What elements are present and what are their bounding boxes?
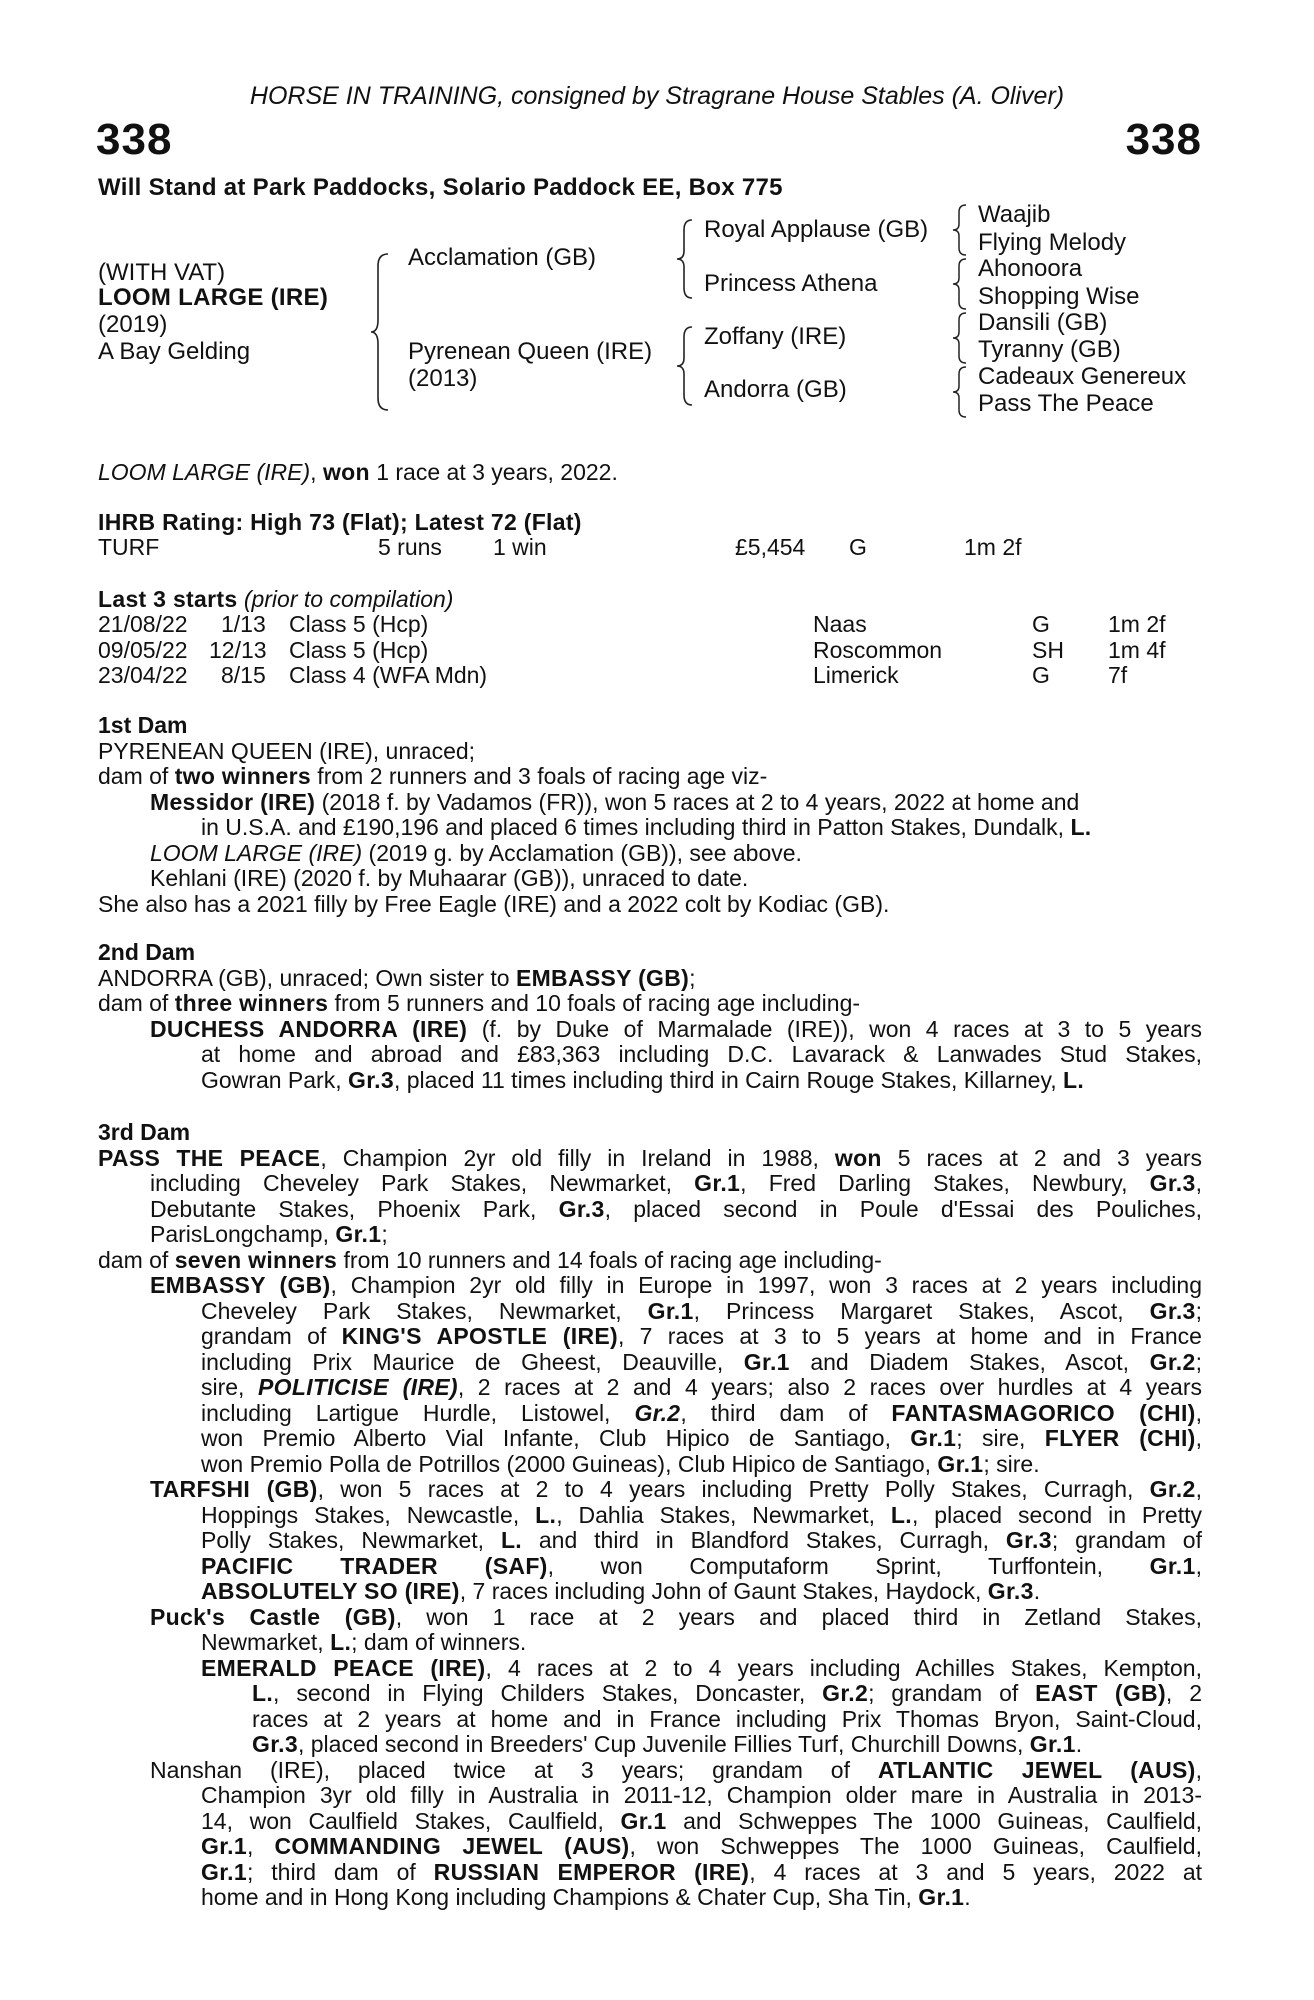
summary-won: won	[322, 459, 370, 485]
horse-desc: A Bay Gelding	[98, 338, 251, 365]
dam-year: (2013)	[408, 365, 478, 392]
second-dam-section	[98, 940, 1202, 1093]
produce-entry-cont: races at 2 years at home and in France including Prix Thomas Bryon, Saint-Cloud,	[252, 1706, 1202, 1732]
start-position: 8/15	[221, 662, 266, 688]
dam-sire: Zoffany (IRE)	[704, 323, 847, 350]
ihrb-rating: IHRB Rating: High 73 (Flat); Latest 72 (Flat)	[98, 509, 582, 535]
start-distance: 7f	[1108, 662, 1128, 688]
lot-number-left: 338	[96, 115, 173, 164]
start-course: Naas	[813, 611, 867, 637]
sire-dam: Princess Athena	[704, 270, 878, 297]
pedigree-brace-1	[370, 252, 394, 412]
produce-entry: Kehlani (IRE) (2020 f. by Muhaarar (GB)), unraced to date.	[150, 865, 749, 891]
produce-entry-cont: including Prix Maurice de Gheest, Deauville, Gr.1 and Diadem Stakes, Ascot, Gr.2;	[201, 1349, 1202, 1375]
table-row	[0, 612, 1314, 638]
produce-entry: Nanshan (IRE), placed twice at 3 years; grandam of ATLANTIC JEWEL (AUS),	[150, 1757, 1202, 1783]
produce-entry: EMERALD PEACE (IRE), 4 races at 2 to 4 years including Achilles Stakes, Kempton,	[201, 1655, 1202, 1681]
produce-entry-cont: won Premio Alberto Vial Infante, Club Hipico de Santiago, Gr.1; sire, FLYER (CHI),	[201, 1426, 1202, 1451]
third-dam-heading: 3rd Dam	[98, 1119, 191, 1145]
produce-entry-cont: Newmarket, L.; dam of winners.	[201, 1629, 527, 1655]
sire: Acclamation (GB)	[408, 244, 597, 271]
produce-entry-cont: at home and abroad and £83,363 including D.C. Lavarack & Lanwades Stud Stakes,	[201, 1042, 1202, 1067]
ihrb-wins: 1 win	[493, 534, 547, 560]
pedigree-brace-7	[952, 365, 970, 419]
produce-entry: DUCHESS ANDORRA (IRE) (f. by Duke of Marmalade (IRE)), won 4 races at 3 to 5 years	[150, 1016, 1202, 1042]
first-dam-line: She also has a 2021 filly by Free Eagle (IRE) and a 2022 colt by Kodiac (GB).	[98, 890, 890, 917]
produce-entry-cont: ABSOLUTELY SO (IRE), 7 races including John of Gaunt Stakes, Haydock, Gr.3.	[201, 1578, 1041, 1604]
last-starts-title: Last 3 starts	[98, 586, 238, 612]
vat-note: (WITH VAT)	[98, 259, 226, 286]
pedigree-brace-5	[952, 257, 970, 311]
start-class: Class 5 (Hcp)	[289, 611, 429, 637]
first-dam-heading: 1st Dam	[98, 712, 188, 738]
produce-entry-cont: PACIFIC TRADER (SAF), won Computaform Sprint, Turffontein, Gr.1,	[201, 1553, 1202, 1579]
third-dam-line: including Cheveley Park Stakes, Newmarket, Gr.1, Fred Darling Stakes, Newbury, Gr.3,	[150, 1171, 1202, 1196]
first-dam-section	[98, 713, 1202, 917]
consignor-header: HORSE IN TRAINING, consigned by Stragrane House Stables (A. Oliver)	[249, 82, 1065, 110]
start-date: 09/05/22	[98, 636, 188, 663]
pedigree-brace-3	[676, 325, 696, 407]
third-dam-line: PASS THE PEACE, Champion 2yr old filly in Ireland in 1988, won 5 races at 2 and 3 years	[98, 1145, 1202, 1171]
produce-entry-cont: 14, won Caulfield Stakes, Caulfield, Gr.1 and Schweppes The 1000 Guineas, Caulfield,	[201, 1808, 1202, 1834]
last-starts-note: (prior to compilation)	[243, 586, 454, 612]
start-class: Class 5 (Hcp)	[289, 636, 429, 663]
stand-location: Will Stand at Park Paddocks, Solario Paddock EE, Box 775	[98, 174, 783, 201]
pedigree-brace-2	[676, 218, 696, 300]
first-dam-line: PYRENEAN QUEEN (IRE), unraced;	[98, 737, 476, 764]
ssd: Flying Melody	[978, 229, 1127, 256]
produce-entry: TARFSHI (GB), won 5 races at 2 to 4 years including Pretty Polly Stakes, Curragh, Gr.2,	[150, 1477, 1202, 1502]
start-date: 23/04/22	[98, 662, 188, 688]
first-dam-line: dam of two winners from 2 runners and 3 foals of racing age viz-	[98, 763, 768, 789]
start-going: SH	[1032, 636, 1064, 663]
produce-entry-cont: including Lartigue Hurdle, Listowel, Gr.2, third dam of FANTASMAGORICO (CHI),	[201, 1400, 1202, 1426]
produce-entry-cont: Cheveley Park Stakes, Newmarket, Gr.1, Princess Margaret Stakes, Ascot, Gr.3;	[201, 1298, 1202, 1324]
produce-entry: LOOM LARGE (IRE) (2019 g. by Acclamation (GB)), see above.	[150, 839, 802, 866]
second-dam-heading: 2nd Dam	[98, 939, 196, 965]
produce-entry-cont: Polly Stakes, Newmarket, L. and third in Blandford Stakes, Curragh, Gr.3; grandam of	[201, 1528, 1202, 1553]
dss: Dansili (GB)	[978, 309, 1108, 336]
produce-entry-cont: won Premio Polla de Potrillos (2000 Guineas), Club Hipico de Santiago, Gr.1; sire.	[201, 1450, 1040, 1477]
start-course: Roscommon	[813, 636, 943, 663]
produce-entry: EMBASSY (GB), Champion 2yr old filly in Europe in 1997, won 3 races at 2 years including	[150, 1273, 1202, 1298]
produce-entry-cont: Champion 3yr old filly in Australia in 2011-12, Champion older mare in Australia in 2013-	[201, 1783, 1202, 1808]
ihrb-distance: 1m 2f	[964, 534, 1022, 560]
last-starts-table	[0, 612, 1314, 690]
produce-entry-cont: Gr.1; third dam of RUSSIAN EMPEROR (IRE), 4 races at 3 and 5 years, 2022 at	[201, 1859, 1202, 1885]
start-course: Limerick	[813, 662, 899, 688]
pedigree-brace-6	[952, 311, 970, 365]
lot-number-right: 338	[1125, 115, 1202, 164]
produce-entry-cont: Hoppings Stakes, Newcastle, L., Dahlia Stakes, Newmarket, L., placed second in Pretty	[201, 1502, 1202, 1528]
start-distance: 1m 2f	[1108, 611, 1166, 637]
start-distance: 1m 4f	[1108, 636, 1166, 663]
start-class: Class 4 (WFA Mdn)	[289, 662, 488, 688]
summary-horse-name: LOOM LARGE (IRE)	[98, 459, 311, 485]
produce-entry-cont: Gowran Park, Gr.3, placed 11 times including third in Cairn Rouge Stakes, Killarney, L.	[201, 1066, 1085, 1093]
ihrb-runs: 5 runs	[378, 534, 442, 560]
sss: Waajib	[978, 201, 1051, 228]
produce-entry: Puck's Castle (GB), won 1 race at 2 years and placed third in Zetland Stakes,	[150, 1604, 1202, 1630]
sire-sire: Royal Applause (GB)	[704, 216, 929, 243]
produce-entry-cont: sire, POLITICISE (IRE), 2 races at 2 and 4 years; also 2 races over hurdles at 4 years	[201, 1375, 1202, 1400]
ihrb-going: G	[849, 534, 867, 560]
table-row	[0, 638, 1314, 664]
produce-entry-cont: in U.S.A. and £190,196 and placed 6 times including third in Patton Stakes, Dundalk, L.	[201, 814, 1092, 840]
dam-dam: Andorra (GB)	[704, 376, 847, 403]
second-dam-line: dam of three winners from 5 runners and 10 foals of racing age including-	[98, 990, 861, 1016]
third-dam-section	[98, 1120, 1202, 1911]
produce-entry-cont: L., second in Flying Childers Stakes, Doncaster, Gr.2; grandam of EAST (GB), 2	[252, 1681, 1202, 1706]
third-dam-line: dam of seven winners from 10 runners and 14 foals of racing age including-	[98, 1246, 882, 1273]
third-dam-line: ParisLongchamp, Gr.1;	[150, 1221, 388, 1247]
dam: Pyrenean Queen (IRE)	[408, 338, 653, 365]
second-dam-line: ANDORRA (GB), unraced; Own sister to EMBASSY (GB);	[98, 964, 696, 991]
ddd: Pass The Peace	[978, 390, 1154, 417]
sds: Ahonoora	[978, 255, 1083, 282]
ihrb-surface: TURF	[98, 534, 160, 560]
start-position: 12/13	[209, 636, 267, 663]
sdd: Shopping Wise	[978, 283, 1140, 310]
produce-entry: Messidor (IRE) (2018 f. by Vadamos (FR)), won 5 races at 2 to 4 years, 2022 at home and	[150, 788, 1080, 815]
produce-entry-cont: grandam of KING'S APOSTLE (IRE), 7 races at 3 to 5 years at home and in France	[201, 1324, 1202, 1349]
pedigree-brace-4	[952, 203, 970, 257]
produce-entry-cont: Gr.3, placed second in Breeders' Cup Juvenile Fillies Turf, Churchill Downs, Gr.1.	[252, 1731, 1083, 1757]
third-dam-line: Debutante Stakes, Phoenix Park, Gr.3, placed second in Poule d'Essai des Pouliches,	[150, 1196, 1202, 1222]
dsd: Tyranny (GB)	[978, 336, 1121, 363]
summary-rest: 1 race at 3 years, 2022.	[369, 459, 618, 485]
start-going: G	[1032, 611, 1050, 637]
horse-name: LOOM LARGE (IRE)	[98, 284, 329, 311]
produce-entry-cont: Gr.1, COMMANDING JEWEL (AUS), won Schweppes The 1000 Guineas, Caulfield,	[201, 1834, 1202, 1859]
last-starts-heading	[98, 587, 453, 613]
produce-entry-cont: home and in Hong Kong including Champions & Chater Cup, Sha Tin, Gr.1.	[201, 1884, 971, 1910]
dds: Cadeaux Genereux	[978, 363, 1187, 390]
start-going: G	[1032, 662, 1050, 688]
start-date: 21/08/22	[98, 611, 188, 637]
table-row	[0, 663, 1314, 689]
ihrb-prize: £5,454	[735, 534, 806, 560]
start-position: 1/13	[221, 611, 266, 637]
race-summary: LOOM LARGE (IRE), won 1 race at 3 years, 2022.	[98, 459, 618, 485]
horse-year: (2019)	[98, 311, 168, 338]
